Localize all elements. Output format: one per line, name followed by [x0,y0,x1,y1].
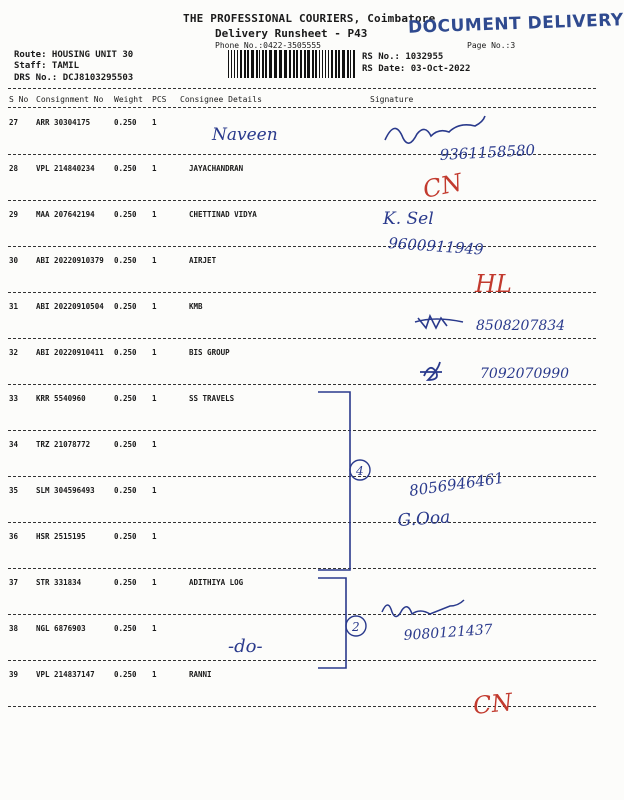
row-divider [8,430,596,431]
barcode-bar [289,50,291,78]
row-pcs: 1 [152,532,157,541]
barcode-bar [304,50,306,78]
row-sno: 38 [9,624,19,633]
row-sno: 36 [9,532,19,541]
company-title: THE PROFESSIONAL COURIERS, Coimbatore [183,12,436,25]
col-header-consignee: Consignee Details [180,95,262,104]
row-pcs: 1 [152,164,157,173]
barcode-bar [274,50,277,78]
table-row [0,662,600,708]
row-consignee: BIS GROUP [189,348,230,357]
row-weight: 0.250 [114,256,137,265]
hw-mark-39: CN [471,688,514,720]
hw-sign-35: G.Ooa [396,507,451,531]
row-weight: 0.250 [114,210,137,219]
table-row [0,616,600,662]
barcode-bar [234,50,235,78]
row-pcs: 1 [152,118,157,127]
barcode-bar [325,50,326,78]
row-divider [8,384,596,385]
row-divider [8,154,596,155]
barcode-bar [312,50,314,78]
row-weight: 0.250 [114,394,137,403]
barcode-bar [347,50,349,78]
row-pcs: 1 [152,210,157,219]
row-sno: 33 [9,394,19,403]
table-row [0,432,600,478]
row-pcs: 1 [152,394,157,403]
hw-mark-28: CN [420,168,465,204]
row-sno: 27 [9,118,19,127]
barcode-bar [237,50,238,78]
row-divider [8,338,596,339]
row-pcs: 1 [152,440,157,449]
row-consignment: SLM 304596493 [36,486,95,495]
row-weight: 0.250 [114,440,137,449]
row-consignment: MAA 207642194 [36,210,95,219]
row-divider [8,614,596,615]
row-weight: 0.250 [114,670,137,679]
row-pcs: 1 [152,348,157,357]
table-row [0,248,600,294]
barcode-bar [322,50,323,78]
row-sno: 28 [9,164,19,173]
barcode-bar [296,50,298,78]
row-consignment: KRR 5540960 [36,394,86,403]
row-consignee: SS TRAVELS [189,394,235,403]
page-number: Page No.:3 [467,41,516,50]
row-divider [8,706,596,707]
barcode-bar [319,50,320,78]
col-header-signature: Signature [370,95,414,104]
hw-phone-38: 9080121437 [403,621,494,644]
row-weight: 0.250 [114,302,137,311]
row-consignment: STR 331834 [36,578,82,587]
table-row [0,340,600,386]
row-divider [8,522,596,523]
row-consignee: JAYACHANDRAN [189,164,244,173]
barcode-bar [231,50,232,78]
hw-group-a: 4 [356,464,364,478]
row-divider [8,246,596,247]
hw-phone-29: 9600911949 [387,234,485,259]
row-weight: 0.250 [114,118,137,127]
row-pcs: 1 [152,302,157,311]
table-row [0,524,600,570]
row-sno: 31 [9,302,19,311]
hw-phone-31: 8508207834 [476,318,566,334]
row-divider [8,568,596,569]
row-sno: 39 [9,670,19,679]
row-divider [8,476,596,477]
staff-label: Staff: TAMIL [14,61,80,71]
barcode-bar [269,50,272,78]
barcode-bar [279,50,282,78]
row-sno: 34 [9,440,19,449]
barcode-bar [247,50,249,78]
row-pcs: 1 [152,670,157,679]
hw-sign-29: K. Sel [383,209,434,229]
row-consignment: TRZ 21078772 [36,440,91,449]
document-delivery-stamp: DOCUMENT DELIVERY [407,10,624,38]
table-row [0,202,600,248]
barcode-bar [350,50,351,78]
row-pcs: 1 [152,578,157,587]
barcode-bar [240,50,242,78]
drs-number: DRS No.: DCJ8103295503 [14,73,134,83]
row-consignment: HSR 2515195 [36,532,86,541]
barcode-bar [353,50,355,78]
hw-ditto: -do- [228,636,263,657]
row-weight: 0.250 [114,164,137,173]
row-consignee: CHETTINAD VIDYA [189,210,257,219]
row-consignment: NGL 6876903 [36,624,86,633]
row-pcs: 1 [152,256,157,265]
barcode-bar [335,50,337,78]
row-weight: 0.250 [114,578,137,587]
hw-name-27: Naveen [212,125,278,145]
row-consignment: VPL 214837147 [36,670,95,679]
barcode-graphic [228,50,356,78]
row-divider [8,660,596,661]
table-row [0,570,600,616]
row-pcs: 1 [152,624,157,633]
row-sno: 29 [9,210,19,219]
rs-number: RS No.: 1032955 [362,52,444,62]
barcode-bar [293,50,295,78]
row-weight: 0.250 [114,624,137,633]
row-sno: 35 [9,486,19,495]
hw-phone-27: 9361158580 [439,141,536,164]
row-consignment: ARR 30304175 [36,118,91,127]
row-consignment: ABI 20220910411 [36,348,104,357]
route-label: Route: HOUSING UNIT 30 [14,50,134,60]
header-divider-top [8,88,596,89]
row-consignee: KMB [189,302,203,311]
runsheet-title: Delivery Runsheet - P43 [215,27,368,40]
table-row [0,294,600,340]
hw-phone-35: 8056946461 [408,468,506,500]
col-header-sno: S No [9,95,29,104]
header-divider-bottom [8,107,596,108]
table-row [0,386,600,432]
col-header-consignment: Consignment No [36,95,104,104]
phone-number: Phone No.:0422-3505555 [215,41,321,50]
row-weight: 0.250 [114,532,137,541]
barcode-bar [315,50,317,78]
row-weight: 0.250 [114,348,137,357]
row-consignment: ABI 20220910379 [36,256,104,265]
hw-phone-32: 7092070990 [480,366,570,382]
barcode-bar [328,50,329,78]
rs-date: RS Date: 03-Oct-2022 [362,64,471,74]
barcode-bar [300,50,302,78]
row-consignee: AIRJET [189,256,217,265]
table-row [0,156,600,202]
barcode-bar [251,50,254,78]
row-consignee: ADITHIYA LOG [189,578,244,587]
barcode-bar [262,50,264,78]
col-header-weight: Weight [114,95,143,104]
barcode-bar [307,50,310,78]
barcode-bar [244,50,246,78]
row-consignment: ABI 20220910504 [36,302,104,311]
table-row [0,478,600,524]
table-row [0,110,600,156]
row-weight: 0.250 [114,486,137,495]
barcode-bar [338,50,340,78]
row-divider [8,200,596,201]
row-sno: 37 [9,578,19,587]
barcode-bar [228,50,229,78]
barcode-bar [256,50,258,78]
row-pcs: 1 [152,486,157,495]
row-consignee: RANNI [189,670,212,679]
hw-group-b: 2 [352,620,360,634]
row-sno: 32 [9,348,19,357]
hw-mark-30: HL [475,270,512,298]
col-header-pcs: PCS [152,95,167,104]
row-consignment: VPL 214840234 [36,164,95,173]
row-divider [8,292,596,293]
barcode-bar [284,50,287,78]
barcode-bar [342,50,345,78]
barcode-bar [331,50,333,78]
barcode-bar [265,50,267,78]
barcode-bar [259,50,260,78]
row-sno: 30 [9,256,19,265]
